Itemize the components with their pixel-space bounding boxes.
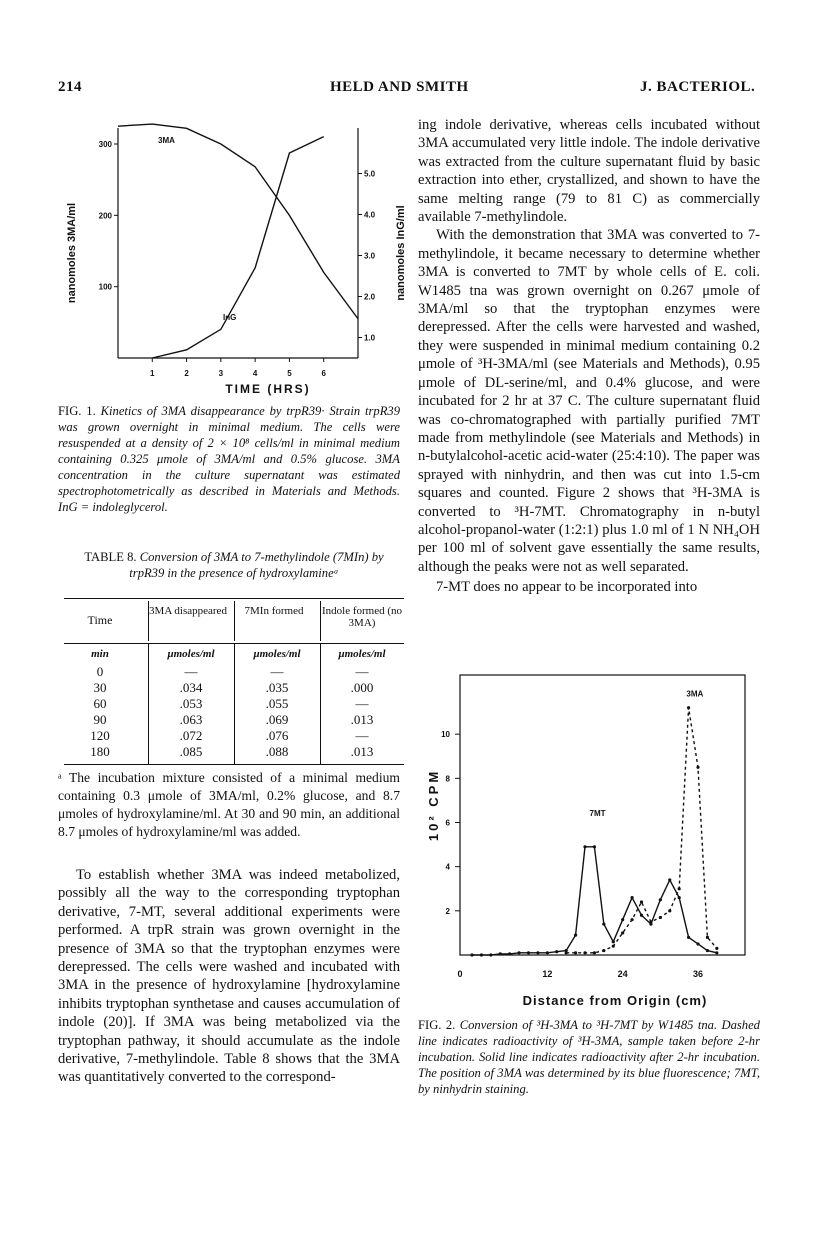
- table8-header-7min: 7MIn formed: [244, 605, 304, 617]
- table8-cell: .085: [179, 744, 203, 759]
- figure-1-caption: [58, 403, 400, 515]
- table8-cell: .035: [265, 680, 289, 695]
- fig2-point: [640, 914, 643, 917]
- fig2-x-tick-label: 12: [542, 969, 553, 979]
- table8-unit-cell: μmoles/ml: [167, 648, 215, 660]
- right-paragraph-3: 7-MT does no appear to be incorporated into: [436, 579, 698, 596]
- fig2-y-axis-label: 10² CPM: [426, 768, 441, 842]
- figure-2-chart: [426, 665, 760, 1015]
- fig2-point: [696, 766, 699, 769]
- table8-cell: —: [355, 728, 369, 743]
- fig1-x-tick-label: 1: [150, 369, 155, 378]
- fig2-point: [706, 949, 709, 952]
- table-8-title: [78, 549, 390, 581]
- fig2-caption-text: Conversion of ³H-3MA to ³H-7MT by W1485 tna. Dashed line indicates radioactivity of ³H-3MA, sample taken before 2-hr incubation. Solid line indicates radioactivity after 2-hr incubation. The position of 3MA was determined by its blue fluorescence; 7MT, by ninhydrin staining.: [418, 1018, 760, 1096]
- fig2-point: [659, 898, 662, 901]
- fig2-x-tick-label: 36: [692, 969, 704, 979]
- fig2-point: [715, 947, 718, 950]
- fig1-y-right-label: nanomoles InG/ml: [395, 205, 407, 301]
- table8-header-indole: Indole formed (no 3MA): [321, 605, 403, 629]
- fig2-point: [659, 916, 662, 919]
- fig1-series-3ma: [118, 124, 358, 319]
- page-number: 214: [58, 79, 82, 95]
- fig2-point: [678, 887, 681, 890]
- fig1-series-ing: [152, 137, 323, 358]
- table8-cell: —: [355, 696, 369, 711]
- fig1-right-tick-label: 1.0: [364, 333, 376, 343]
- fig2-y-tick-label: 6: [445, 818, 450, 828]
- fig2-x-tick-label: 0: [457, 969, 463, 979]
- fig2-point: [668, 878, 671, 881]
- table-8-footnote: ᵃ The incubation mixture consisted of a minimal medium containing 0.3 μmole of 3MA/ml, 0.2% glucose, and 8.7 μmoles of hydroxylamine/ml. At 30 and 90 min, an additional 8.7 μmoles of hydroxylamine/ml was added.: [58, 770, 400, 839]
- fig1-right-tick-label: 5.0: [364, 169, 376, 179]
- table8-cell: —: [355, 664, 369, 679]
- fig2-x-axis-label: Distance from Origin (cm): [522, 993, 708, 1008]
- fig2-y-tick-label: 8: [445, 774, 450, 784]
- table8-body: [64, 644, 404, 764]
- fig2-point: [687, 936, 690, 939]
- table8-header-3ma: 3MA disappeared: [149, 605, 227, 617]
- table8-cell: 30: [93, 680, 107, 695]
- left-body-text: [58, 866, 400, 1087]
- fig2-point: [696, 942, 699, 945]
- table8-cell: 60: [93, 696, 107, 711]
- table8-title-text: Conversion of 3MA to 7-methylindole (7MIn) by trpR39 in the presence of hydroxylamineᵃ: [129, 550, 384, 580]
- fig2-point: [555, 950, 558, 953]
- fig2-point: [621, 918, 624, 921]
- table8-cell: .053: [179, 696, 203, 711]
- fig2-point: [583, 951, 586, 954]
- fig2-x-tick-label: 24: [617, 969, 628, 979]
- fig1-x-tick-label: 6: [321, 369, 326, 378]
- fig2-point: [527, 951, 530, 954]
- fig2-point: [593, 951, 596, 954]
- fig2-y-tick-label: 4: [445, 862, 450, 872]
- fig1-left-tick-label: 300: [98, 140, 112, 149]
- fig2-y-tick-label: 2: [445, 906, 450, 916]
- right-paragraph-2: With the demonstration that 3MA was converted to 7-methylindole, it became necessary to determine whether 3MA is converted to 7MT by whole cells of E. coli. W1485 tna was grown overnight on 0.267 μmole of 3MA/ml so that the tryptophan enzymes were derepressed. After the cells were harvested and washed, they were suspended in minimal medium containing 0.2 μmole of ³H-3MA/ml (see Materials and Methods), 0.95 μmole of DL-serine/ml, and 0.4% glucose, and were incubated for 2 hr at 37 C. The culture supernatant fluid was co-chromatographed with partially purified 7MT made from methylindole (see Materials and Methods) in n-butylalcohol-acetic acid-water (25:4:10). The paper was sprayed with ninhydrin, and then was cut into 1.5-cm squares and counted. Figure 2 shows that ³H-3MA is converted to ³H-7MT. Chromatography in n-butyl alcohol-propanol-water (1:2:1) plus 1.0 ml of 1 N NH₄OH per 100 ml of solvent gave essentially the same results, although the peaks were not as well separated.: [418, 227, 760, 575]
- fig2-point: [687, 706, 690, 709]
- fig1-label-3ma: 3MA: [158, 136, 175, 145]
- table8-cell: .013: [350, 744, 374, 759]
- fig1-left-tick-label: 200: [98, 211, 112, 221]
- table8-cell: .072: [179, 728, 203, 743]
- table8-cell: —: [270, 664, 284, 679]
- table8-cell: .069: [265, 712, 289, 727]
- fig1-x-tick-label: 4: [252, 369, 258, 378]
- fig2-annotation-3ma: 3MA: [686, 689, 704, 699]
- fig1-y-left-label: nanomoles 3MA/ml: [66, 202, 78, 304]
- fig2-point: [621, 931, 624, 934]
- fig2-point: [630, 918, 633, 921]
- fig1-label-ing: InG: [223, 313, 237, 322]
- fig2-point: [536, 951, 539, 954]
- figure-1-chart: [58, 108, 418, 398]
- fig2-point: [508, 952, 511, 955]
- table8-cell: 0: [96, 664, 104, 679]
- fig2-point: [630, 896, 633, 899]
- table-8: [64, 598, 404, 765]
- table8-cell: .013: [350, 712, 374, 727]
- table8-cell: 180: [90, 744, 110, 759]
- fig2-point: [649, 920, 652, 923]
- fig2-point: [574, 934, 577, 937]
- fig2-point: [602, 949, 605, 952]
- table8-header-time: Time: [87, 613, 113, 627]
- fig2-point: [583, 845, 586, 848]
- fig2-point: [499, 952, 502, 955]
- left-paragraph: To establish whether 3MA was indeed metabolized, possibly all the way to the corresponding tryptophan derivative, 7-MT, several additional experiments were performed. A trpR strain was grown overnight in the presence of 3MA so that the tryptophan enzymes were derepressed. The cells were washed and incubated with 3MA in the presence of hydroxylamine [hydroxylamine inhibits tryptophan synthetase and causes accumulation of indole (20)]. If 3MA was being metabolized via the tryptophan pathway, it should accumulate as the indole derivative, 7-methylindole. Table 8 shows that the 3MA was quantitatively converted to the correspond-: [58, 867, 400, 1086]
- fig2-point: [678, 896, 681, 899]
- figure-2-caption: [418, 1017, 760, 1097]
- fig2-point: [574, 951, 577, 954]
- fig1-right-tick-label: 4.0: [364, 210, 376, 220]
- right-paragraph-1: ing indole derivative, whereas cells incubated without 3MA accumulated very little indole. The indole derivative was extracted from the culture supernatant fluid by basic extraction into ether, crystallized, and shown to have the same melting range (79 to 81 C) as commercially available 7-methylindole.: [418, 117, 760, 226]
- table8-cell: .088: [265, 744, 289, 759]
- fig2-caption-label: FIG. 2.: [418, 1018, 456, 1032]
- table8-cell: .000: [350, 680, 374, 695]
- table8-cell: 120: [90, 728, 110, 743]
- fig2-point: [612, 945, 615, 948]
- table8-cell: —: [184, 664, 198, 679]
- fig1-right-tick-label: 3.0: [364, 251, 376, 261]
- running-head-authors: HELD AND SMITH: [330, 79, 469, 95]
- fig1-x-tick-label: 2: [184, 369, 189, 378]
- fig2-point: [546, 951, 549, 954]
- fig2-point: [470, 953, 473, 956]
- right-body-text: [418, 116, 760, 597]
- fig2-y-tick-label: 10: [441, 730, 450, 740]
- table8-cell: .076: [265, 728, 289, 743]
- fig2-point: [612, 940, 615, 943]
- table8-cell: 90: [93, 712, 107, 727]
- fig2-point: [517, 951, 520, 954]
- table8-unit-cell: μmoles/ml: [253, 648, 301, 660]
- fig1-x-tick-label: 5: [287, 369, 292, 378]
- fig2-point: [640, 900, 643, 903]
- table8-title-label: TABLE 8.: [84, 550, 137, 564]
- table8-unit-cell: μmoles/ml: [338, 648, 386, 660]
- fig2-point: [715, 951, 718, 954]
- fig1-right-tick-label: 2.0: [364, 292, 376, 302]
- fig2-point: [668, 909, 671, 912]
- fig1-caption-text: Kinetics of 3MA disappearance by trpR39· Strain trpR39 was grown overnight in minimal medium. The cells were resuspended at a density of 2 × 10⁸ cells/ml in minimal medium containing 0.325 μmole of 3MA/ml and 0.5% glucose. 3MA concentration in the culture supernatant was estimated spectrophotometrically as described in Materials and Methods. InG = indoleglycerol.: [58, 404, 400, 514]
- fig2-point: [489, 953, 492, 956]
- table8-cell: .055: [265, 696, 289, 711]
- fig2-point: [480, 953, 483, 956]
- fig1-x-axis-label: TIME (HRS): [225, 382, 311, 396]
- fig2-point: [602, 922, 605, 925]
- fig2-point: [565, 951, 568, 954]
- fig2-point: [706, 936, 709, 939]
- fig1-x-tick-label: 3: [218, 369, 224, 378]
- fig1-caption-label: FIG. 1.: [58, 404, 96, 418]
- table8-unit-cell: min: [91, 648, 109, 660]
- fig2-annotation-7mt: 7MT: [589, 808, 606, 818]
- fig2-point: [593, 845, 596, 848]
- running-head-journal: J. BACTERIOL.: [640, 79, 756, 95]
- table8-cell: .063: [179, 712, 203, 727]
- fig1-left-tick-label: 100: [98, 282, 112, 292]
- table8-cell: .034: [179, 680, 203, 695]
- table8-header-row: [64, 598, 404, 644]
